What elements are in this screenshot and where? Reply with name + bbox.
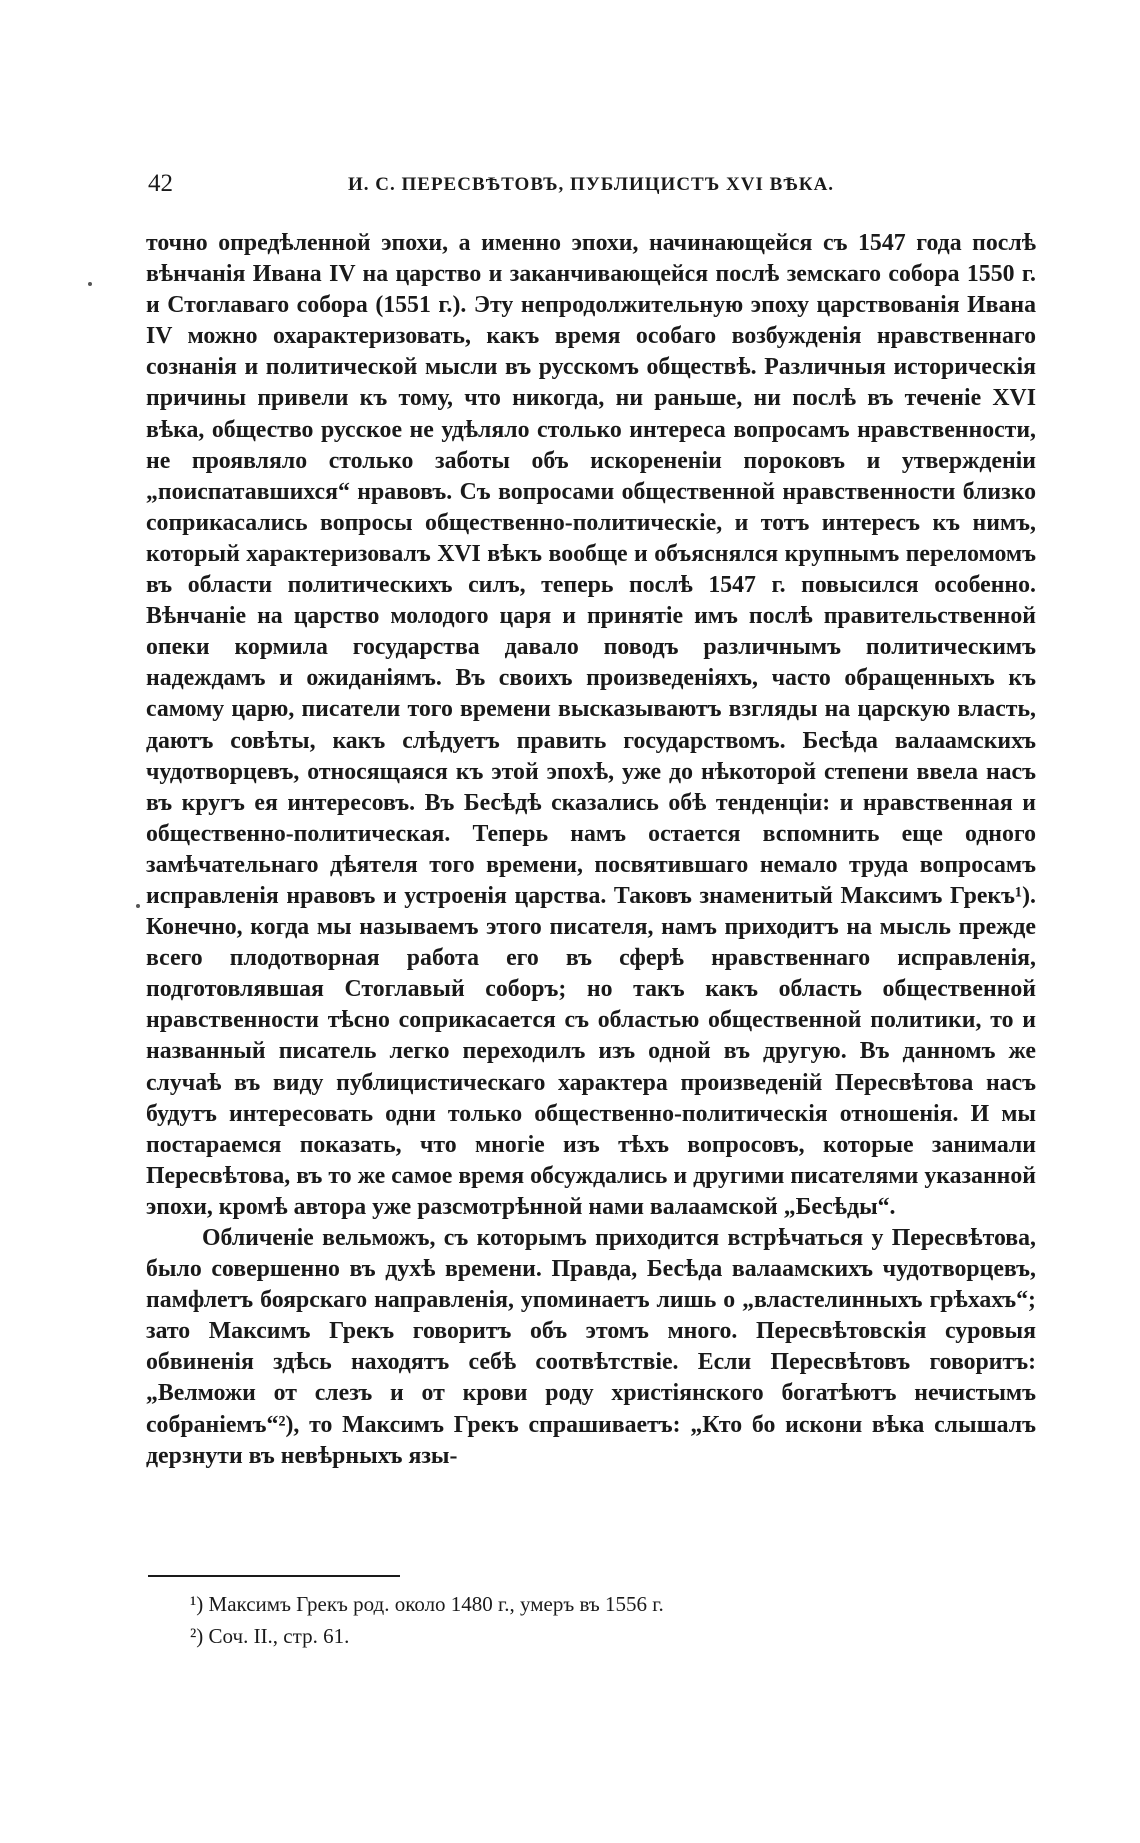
scan-speck <box>88 282 92 286</box>
paragraph: Обличеніе вельможъ, съ которымъ приходится встрѣчаться у Пересвѣтова, было совершенно въ духѣ времени. Правда, Бесѣда валаамскихъ чудотворцевъ, памфлетъ боярскаго направленія, упоминаетъ лишь о „властелинныхъ грѣхахъ“; зато Максимъ Грекъ говоритъ объ этомъ много. Пересвѣтовскія суровыя обвиненія здѣсь находятъ себѣ соотвѣтствіе. Если Пересвѣтовъ говоритъ: „Велможи от слезъ и от крови роду христіянского богатѣютъ нечистымъ собраніемъ“²), то Максимъ Грекъ спрашиваетъ: „Кто бо искони вѣка слышалъ дерзнути въ невѣрныхъ язы- <box>146 1225 1036 1469</box>
footnote-marker: ¹) <box>190 1592 204 1616</box>
footnotes <box>190 1588 1030 1652</box>
footnote-divider <box>148 1575 400 1577</box>
scan-speck <box>136 904 140 908</box>
footnote-item <box>190 1588 1030 1620</box>
footnote-item <box>190 1620 1030 1652</box>
footnote-text: Максимъ Грекъ род. около 1480 г., умеръ въ 1556 г. <box>208 1592 664 1616</box>
running-head: И. С. ПЕРЕСВѢТОВЪ, ПУБЛИЦИСТЪ XVI ВѢКА. <box>348 174 835 195</box>
paragraph: точно опредѣленной эпохи, а именно эпохи, начинающейся съ 1547 года послѣ вѣнчанія Ивана IV на царство и заканчивающейся послѣ земскаго собора 1550 г. и Стоглаваго собора (1551 г.). Эту непродолжительную эпоху царствованія Ивана IV можно охарактеризовать, какъ время особаго возбужденія нравственнаго сознанія и политической мысли въ русскомъ обществѣ. Различныя историческія причины привели къ тому, что никогда, ни раньше, ни послѣ въ теченіе XVI вѣка, общество русское не удѣляло столько интереса вопросамъ нравственности, не проявляло столько заботы объ искорененіи пороковъ и утвержденіи „поиспатавшихся“ нравовъ. Съ вопросами общественной нравственности близко соприкасались вопросы общественно-политическіе, и тотъ интересъ къ нимъ, который характеризовалъ XVI вѣкъ вообще и объяснялся крупнымъ переломомъ въ области политическихъ силъ, теперь послѣ 1547 г. повысился особенно. Вѣнчаніе на царство молодого царя и принятіе имъ послѣ правительственной опеки кормила государства давало поводъ различнымъ политическимъ надеждамъ и ожиданіямъ. Въ своихъ произведеніяхъ, часто обращенныхъ къ самому царю, писатели того времени высказываютъ взгляды на царскую власть, даютъ совѣты, какъ слѣдуетъ править государствомъ. Бесѣда валаамскихъ чудотворцевъ, относящаяся къ этой эпохѣ, уже до нѣкоторой степени ввела насъ въ кругъ ея интересовъ. Въ Бесѣдѣ сказались обѣ тенденціи: и нравственная и общественно-политическая. Теперь намъ остается вспомнить еще одного замѣчательнаго дѣятеля того времени, посвятившаго немало труда вопросамъ исправленія нравовъ и устроенія царства. Таковъ знаменитый Максимъ Грекъ¹). Конечно, когда мы называемъ этого писателя, намъ приходитъ на мысль прежде всего плодотворная работа его въ сферѣ нравственнаго исправленія, подготовлявшая Стоглавый соборъ; но такъ какъ область общественной нравственности тѣсно соприкасается съ областью общественной политики, то и названный писатель легко переходилъ изъ одной въ другую. Въ данномъ же случаѣ въ виду публицистическаго характера произведеній Пересвѣтова насъ будутъ интересовать одни только общественно-политическія отношенія. И мы постараемся показать, что многіе изъ тѣхъ вопросовъ, которые занимали Пересвѣтова, въ то же самое время обсуждались и другими писателями указанной эпохи, кромѣ автора уже разсмотрѣнной нами валаамской „Бесѣды“. <box>146 230 1036 1220</box>
main-text <box>146 228 1036 1472</box>
footnote-text: Соч. II., стр. 61. <box>208 1624 350 1648</box>
footnote-marker: ²) <box>190 1624 204 1648</box>
page-number: 42 <box>148 170 173 197</box>
page-header <box>148 170 1038 210</box>
